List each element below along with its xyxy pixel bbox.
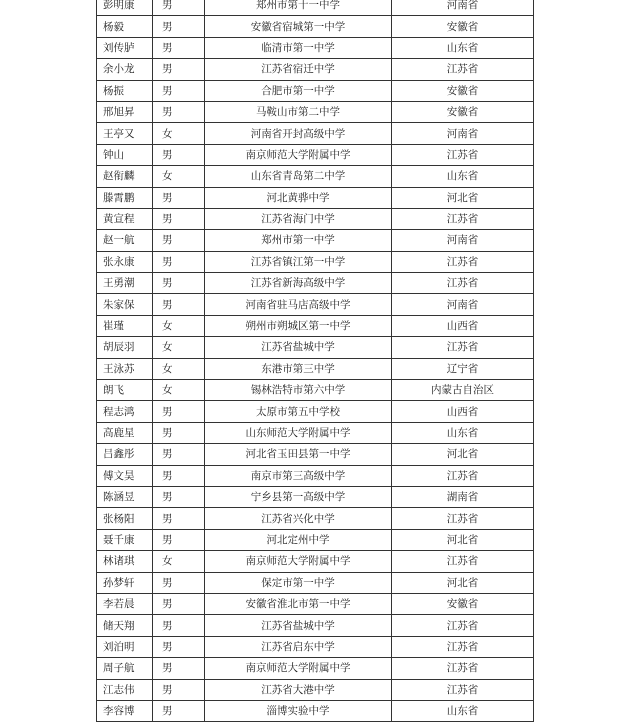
province-cell: 安徽省 bbox=[392, 101, 534, 122]
student-name-cell: 李若晨 bbox=[97, 593, 153, 614]
province-cell: 江苏省 bbox=[392, 59, 534, 80]
province-cell: 湖南省 bbox=[392, 486, 534, 507]
province-cell: 江苏省 bbox=[392, 144, 534, 165]
student-name-cell: 聂千康 bbox=[97, 529, 153, 550]
table-row bbox=[97, 465, 534, 486]
gender-cell: 女 bbox=[153, 123, 205, 144]
gender-cell: 男 bbox=[153, 187, 205, 208]
table-row bbox=[97, 294, 534, 315]
school-cell: 江苏省盐城中学 bbox=[205, 615, 392, 636]
table-row bbox=[97, 679, 534, 700]
student-name-cell: 邢旭昇 bbox=[97, 101, 153, 122]
school-cell: 安徽省宿城第一中学 bbox=[205, 16, 392, 37]
student-table-body bbox=[97, 0, 534, 722]
student-name-cell: 余小龙 bbox=[97, 59, 153, 80]
table-row bbox=[97, 101, 534, 122]
gender-cell: 女 bbox=[153, 315, 205, 336]
gender-cell: 男 bbox=[153, 251, 205, 272]
gender-cell: 男 bbox=[153, 37, 205, 58]
student-name-cell: 钟山 bbox=[97, 144, 153, 165]
school-cell: 宁乡县第一高级中学 bbox=[205, 486, 392, 507]
gender-cell: 男 bbox=[153, 80, 205, 101]
table-row bbox=[97, 615, 534, 636]
province-cell: 河北省 bbox=[392, 187, 534, 208]
table-row bbox=[97, 551, 534, 572]
gender-cell: 男 bbox=[153, 230, 205, 251]
school-cell: 合肥市第一中学 bbox=[205, 80, 392, 101]
table-row bbox=[97, 593, 534, 614]
gender-cell: 男 bbox=[153, 208, 205, 229]
province-cell: 江苏省 bbox=[392, 508, 534, 529]
table-row bbox=[97, 208, 534, 229]
table-row bbox=[97, 700, 534, 721]
gender-cell: 女 bbox=[153, 551, 205, 572]
table-row bbox=[97, 572, 534, 593]
table-row bbox=[97, 230, 534, 251]
school-cell: 河南省开封高级中学 bbox=[205, 123, 392, 144]
province-cell: 安徽省 bbox=[392, 80, 534, 101]
student-name-cell: 周子航 bbox=[97, 658, 153, 679]
gender-cell: 女 bbox=[153, 358, 205, 379]
table-row bbox=[97, 315, 534, 336]
province-cell: 安徽省 bbox=[392, 16, 534, 37]
table-row bbox=[97, 636, 534, 657]
student-name-cell: 储天翔 bbox=[97, 615, 153, 636]
province-cell: 河北省 bbox=[392, 444, 534, 465]
province-cell: 江苏省 bbox=[392, 465, 534, 486]
gender-cell: 男 bbox=[153, 615, 205, 636]
province-cell: 河北省 bbox=[392, 572, 534, 593]
school-cell: 锡林浩特市第六中学 bbox=[205, 380, 392, 401]
province-cell: 江苏省 bbox=[392, 636, 534, 657]
table-row bbox=[97, 59, 534, 80]
school-cell: 江苏省启东中学 bbox=[205, 636, 392, 657]
gender-cell: 男 bbox=[153, 465, 205, 486]
student-name-cell: 刘传胪 bbox=[97, 37, 153, 58]
student-name-cell: 王泳苏 bbox=[97, 358, 153, 379]
gender-cell: 女 bbox=[153, 166, 205, 187]
student-name-cell: 林诸琪 bbox=[97, 551, 153, 572]
province-cell: 江苏省 bbox=[392, 208, 534, 229]
student-name-cell: 胡辰羽 bbox=[97, 337, 153, 358]
gender-cell: 男 bbox=[153, 679, 205, 700]
province-cell: 山东省 bbox=[392, 37, 534, 58]
school-cell: 江苏省盐城中学 bbox=[205, 337, 392, 358]
gender-cell: 男 bbox=[153, 508, 205, 529]
school-cell: 南京师范大学附属中学 bbox=[205, 551, 392, 572]
province-cell: 山东省 bbox=[392, 700, 534, 721]
school-cell: 郑州市第十一中学 bbox=[205, 0, 392, 16]
gender-cell: 男 bbox=[153, 144, 205, 165]
school-cell: 江苏省新海高级中学 bbox=[205, 273, 392, 294]
student-name-cell: 傅文昊 bbox=[97, 465, 153, 486]
student-name-cell: 朱家保 bbox=[97, 294, 153, 315]
student-name-cell: 刘泊明 bbox=[97, 636, 153, 657]
student-name-cell: 赵衔麟 bbox=[97, 166, 153, 187]
gender-cell: 男 bbox=[153, 294, 205, 315]
province-cell: 江苏省 bbox=[392, 551, 534, 572]
gender-cell: 女 bbox=[153, 380, 205, 401]
province-cell: 江苏省 bbox=[392, 658, 534, 679]
student-name-cell: 王勇潮 bbox=[97, 273, 153, 294]
gender-cell: 男 bbox=[153, 700, 205, 721]
table-row bbox=[97, 16, 534, 37]
student-table bbox=[96, 0, 534, 722]
province-cell: 山西省 bbox=[392, 315, 534, 336]
student-name-cell: 彭明康 bbox=[97, 0, 153, 16]
province-cell: 山东省 bbox=[392, 166, 534, 187]
table-row bbox=[97, 658, 534, 679]
table-row bbox=[97, 486, 534, 507]
table-row bbox=[97, 337, 534, 358]
student-name-cell: 杨毅 bbox=[97, 16, 153, 37]
school-cell: 安徽省淮北市第一中学 bbox=[205, 593, 392, 614]
table-row bbox=[97, 380, 534, 401]
school-cell: 南京师范大学附属中学 bbox=[205, 144, 392, 165]
student-name-cell: 赵一航 bbox=[97, 230, 153, 251]
school-cell: 东港市第三中学 bbox=[205, 358, 392, 379]
student-name-cell: 张永康 bbox=[97, 251, 153, 272]
school-cell: 太原市第五中学校 bbox=[205, 401, 392, 422]
province-cell: 河南省 bbox=[392, 0, 534, 16]
province-cell: 山东省 bbox=[392, 422, 534, 443]
school-cell: 河北黄骅中学 bbox=[205, 187, 392, 208]
school-cell: 山东师范大学附属中学 bbox=[205, 422, 392, 443]
school-cell: 保定市第一中学 bbox=[205, 572, 392, 593]
student-name-cell: 孙梦轩 bbox=[97, 572, 153, 593]
school-cell: 朔州市朔城区第一中学 bbox=[205, 315, 392, 336]
province-cell: 安徽省 bbox=[392, 593, 534, 614]
school-cell: 河北省玉田县第一中学 bbox=[205, 444, 392, 465]
school-cell: 南京师范大学附属中学 bbox=[205, 658, 392, 679]
table-row bbox=[97, 144, 534, 165]
student-list-sheet bbox=[96, 0, 533, 722]
province-cell: 江苏省 bbox=[392, 679, 534, 700]
gender-cell: 女 bbox=[153, 337, 205, 358]
province-cell: 河南省 bbox=[392, 230, 534, 251]
province-cell: 内蒙古自治区 bbox=[392, 380, 534, 401]
student-name-cell: 陈涵昱 bbox=[97, 486, 153, 507]
table-row bbox=[97, 273, 534, 294]
province-cell: 江苏省 bbox=[392, 337, 534, 358]
student-name-cell: 黄宣程 bbox=[97, 208, 153, 229]
school-cell: 江苏省镇江第一中学 bbox=[205, 251, 392, 272]
school-cell: 河南省驻马店高级中学 bbox=[205, 294, 392, 315]
gender-cell: 男 bbox=[153, 444, 205, 465]
table-row bbox=[97, 508, 534, 529]
gender-cell: 男 bbox=[153, 486, 205, 507]
table-row bbox=[97, 0, 534, 16]
table-row bbox=[97, 37, 534, 58]
student-name-cell: 高鹿星 bbox=[97, 422, 153, 443]
province-cell: 辽宁省 bbox=[392, 358, 534, 379]
province-cell: 江苏省 bbox=[392, 615, 534, 636]
gender-cell: 男 bbox=[153, 593, 205, 614]
table-row bbox=[97, 80, 534, 101]
table-row bbox=[97, 187, 534, 208]
student-name-cell: 朗飞 bbox=[97, 380, 153, 401]
school-cell: 郑州市第一中学 bbox=[205, 230, 392, 251]
school-cell: 临清市第一中学 bbox=[205, 37, 392, 58]
school-cell: 江苏省宿迁中学 bbox=[205, 59, 392, 80]
student-name-cell: 滕霄鹏 bbox=[97, 187, 153, 208]
gender-cell: 男 bbox=[153, 16, 205, 37]
student-name-cell: 崔瑾 bbox=[97, 315, 153, 336]
gender-cell: 男 bbox=[153, 401, 205, 422]
gender-cell: 男 bbox=[153, 422, 205, 443]
gender-cell: 男 bbox=[153, 658, 205, 679]
table-row bbox=[97, 422, 534, 443]
school-cell: 淄博实验中学 bbox=[205, 700, 392, 721]
table-row bbox=[97, 529, 534, 550]
gender-cell: 男 bbox=[153, 101, 205, 122]
province-cell: 河南省 bbox=[392, 294, 534, 315]
school-cell: 山东省青岛第二中学 bbox=[205, 166, 392, 187]
province-cell: 河南省 bbox=[392, 123, 534, 144]
table-row bbox=[97, 123, 534, 144]
gender-cell: 男 bbox=[153, 572, 205, 593]
province-cell: 江苏省 bbox=[392, 251, 534, 272]
gender-cell: 男 bbox=[153, 0, 205, 16]
student-name-cell: 程志鸿 bbox=[97, 401, 153, 422]
student-name-cell: 杨振 bbox=[97, 80, 153, 101]
school-cell: 江苏省大港中学 bbox=[205, 679, 392, 700]
student-name-cell: 吕鑫彤 bbox=[97, 444, 153, 465]
gender-cell: 男 bbox=[153, 529, 205, 550]
table-row bbox=[97, 166, 534, 187]
table-row bbox=[97, 358, 534, 379]
province-cell: 山西省 bbox=[392, 401, 534, 422]
school-cell: 河北定州中学 bbox=[205, 529, 392, 550]
student-name-cell: 江志伟 bbox=[97, 679, 153, 700]
student-name-cell: 李容博 bbox=[97, 700, 153, 721]
gender-cell: 男 bbox=[153, 273, 205, 294]
gender-cell: 男 bbox=[153, 59, 205, 80]
table-row bbox=[97, 444, 534, 465]
province-cell: 江苏省 bbox=[392, 273, 534, 294]
student-name-cell: 张杨阳 bbox=[97, 508, 153, 529]
student-name-cell: 王亭又 bbox=[97, 123, 153, 144]
school-cell: 南京市第三高级中学 bbox=[205, 465, 392, 486]
table-row bbox=[97, 401, 534, 422]
school-cell: 马鞍山市第二中学 bbox=[205, 101, 392, 122]
school-cell: 江苏省兴化中学 bbox=[205, 508, 392, 529]
gender-cell: 男 bbox=[153, 636, 205, 657]
table-row bbox=[97, 251, 534, 272]
province-cell: 河北省 bbox=[392, 529, 534, 550]
school-cell: 江苏省海门中学 bbox=[205, 208, 392, 229]
